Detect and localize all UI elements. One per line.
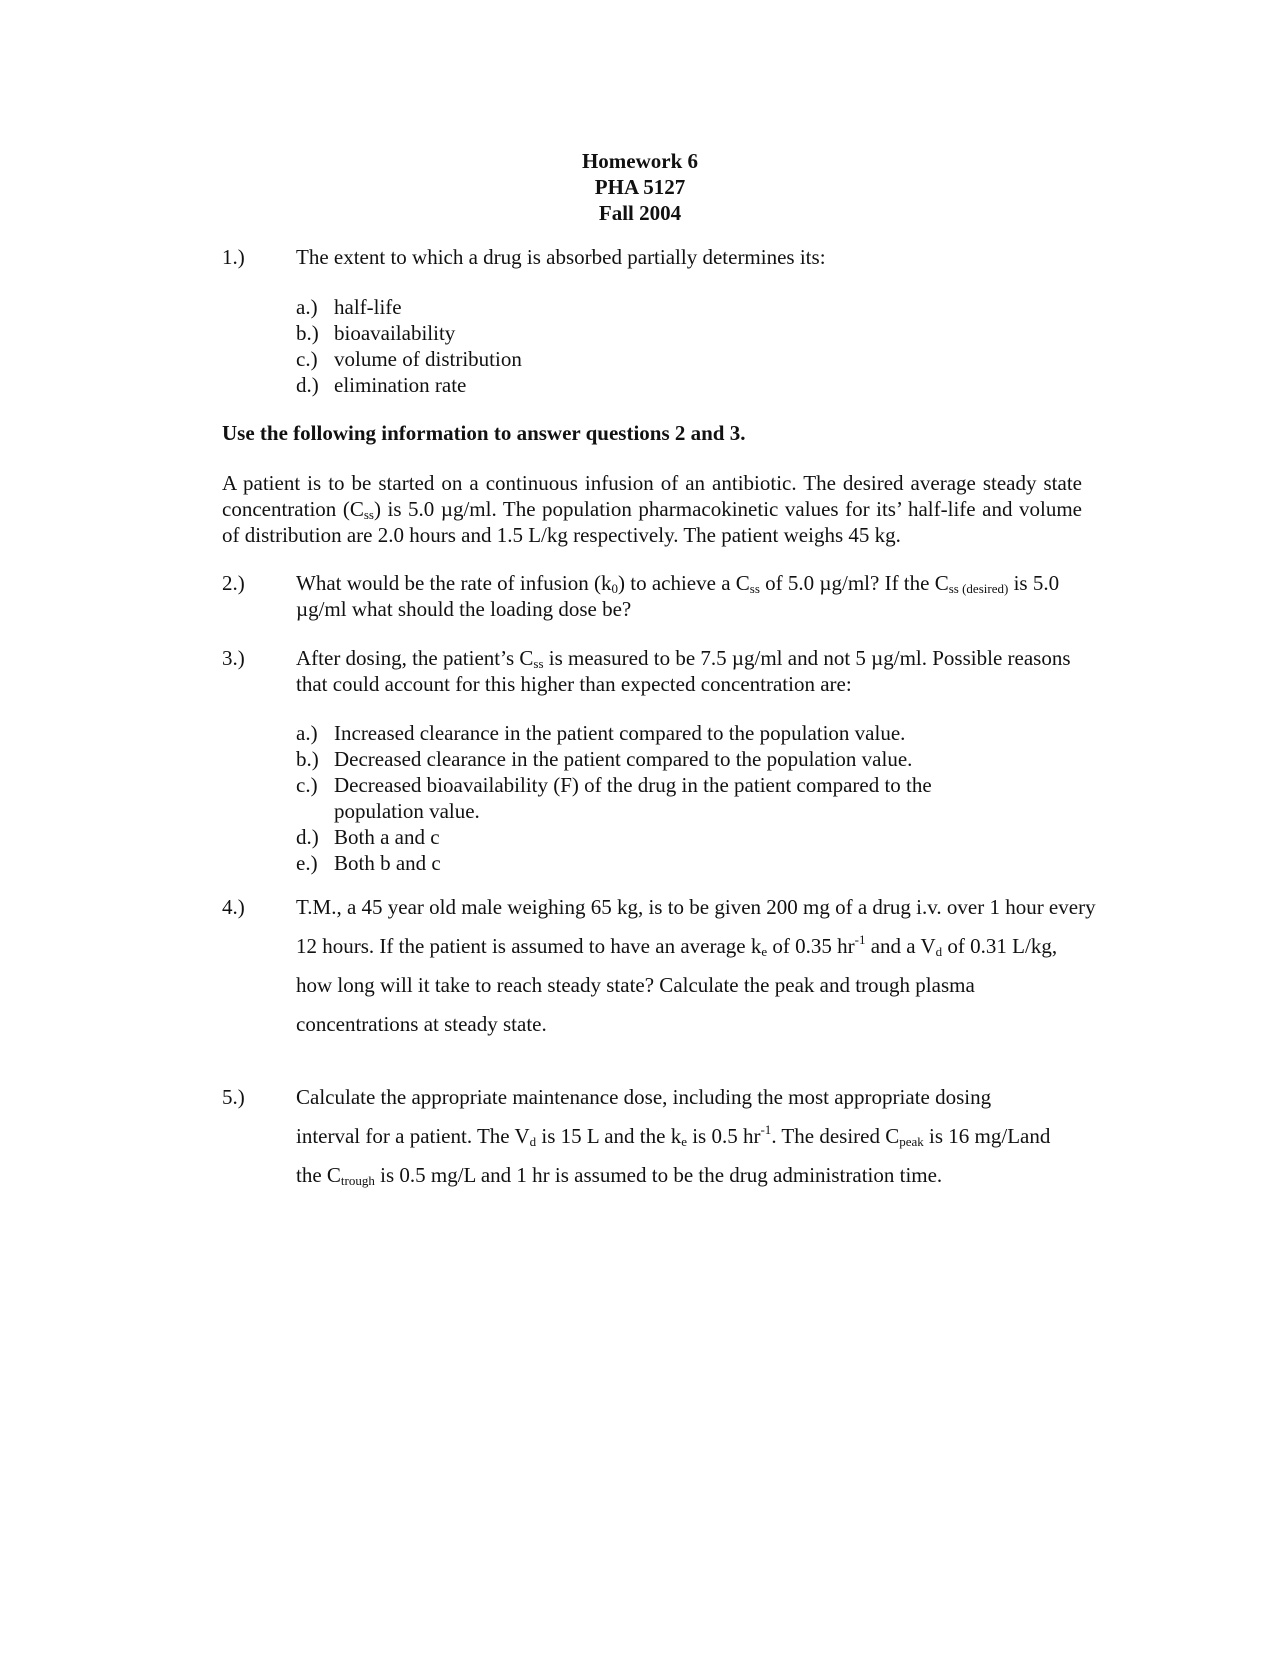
subscript: peak (899, 1134, 924, 1149)
subscript: ss (749, 581, 760, 596)
option-c (296, 772, 994, 824)
option-text: half-life (334, 295, 402, 319)
option-label: e.) (296, 851, 318, 875)
subscript: d (529, 1134, 537, 1149)
question-number: 5.) (222, 1085, 245, 1109)
option-text: bioavailability (334, 321, 456, 345)
option-b (296, 746, 1016, 772)
option-label: c.) (296, 773, 318, 797)
question-text (296, 888, 1096, 1044)
text-segment: of 5.0 µg/ml? If the C (759, 571, 949, 595)
option-b (296, 320, 1016, 346)
option-d (296, 824, 1016, 850)
text-segment: is measured to be 7.5 µg/ml and not 5 µg/ml. Possible reasons that could account for this higher than expected concentration are: (296, 646, 1071, 696)
text-segment: is 0.5 mg/L and 1 hr is assumed to be the drug administration time. (374, 1163, 943, 1187)
text-segment: is 0.5 hr (686, 1124, 761, 1148)
text-segment: . The desired C (771, 1124, 900, 1148)
question-number: 1.) (222, 245, 245, 269)
option-a (296, 294, 1016, 320)
homework-title: Homework 6 (581, 149, 699, 173)
text-segment: What would be the rate of infusion (k (296, 571, 612, 595)
text-segment: Calculate the appropriate maintenance dose, including the most appropriate dosing interval for a patient. The V (296, 1085, 992, 1148)
text-segment: After dosing, the patient’s C (296, 646, 534, 670)
subscript: ss (533, 656, 544, 671)
document-header (0, 148, 1280, 226)
subscript: 0 (611, 581, 618, 596)
option-label: d.) (296, 825, 319, 849)
semester: Fall 2004 (598, 201, 682, 225)
info-text-a: A patient is to be started on a continuous infusion of an antibiotic. The desired average steady state concentration (C (222, 471, 1082, 521)
text-segment: T.M., a 45 year old male weighing 65 kg, is to be given 200 mg of a drug i.v. over 1 hour every 12 hours. If the patient is assumed to have an average k (296, 895, 1096, 958)
option-label: a.) (296, 295, 318, 319)
text-segment: ) to achieve a C (618, 571, 750, 595)
subscript: e (681, 1134, 687, 1149)
info-text-b: ) is 5.0 µg/ml. The population pharmacokinetic values for its’ half-life and volume of distribution are 2.0 hours and 1.5 L/kg respectively. The patient weighs 45 kg. (222, 497, 1082, 547)
text-segment: and a V (865, 934, 936, 958)
text-segment: of 0.35 hr (767, 934, 855, 958)
answer-options (296, 720, 1016, 876)
subscript: trough (340, 1173, 375, 1188)
option-text: Increased clearance in the patient compared to the population value. (334, 721, 906, 745)
option-text: Both a and c (334, 825, 440, 849)
subscript: d (935, 944, 943, 959)
question-number: 2.) (222, 571, 245, 595)
question-text (296, 1078, 1056, 1195)
question-text (296, 645, 1096, 697)
subscript: e (761, 944, 768, 959)
text-segment: is 16 mg/Land the C (296, 1124, 1051, 1187)
superscript: -1 (760, 1122, 772, 1137)
option-d (296, 372, 1016, 398)
question-text (296, 570, 1096, 622)
option-label: c.) (296, 347, 318, 371)
answer-options (296, 294, 1016, 398)
superscript: -1 (854, 932, 866, 947)
info-paragraph (222, 470, 1082, 548)
subscript: ss (363, 507, 374, 522)
option-label: d.) (296, 373, 319, 397)
subscript: ss (desired) (948, 581, 1009, 596)
option-e (296, 850, 1016, 876)
course-code: PHA 5127 (594, 175, 686, 199)
option-text: Decreased clearance in the patient compared to the population value. (334, 747, 913, 771)
option-label: b.) (296, 747, 319, 771)
option-text: elimination rate (334, 373, 467, 397)
question-number: 4.) (222, 895, 245, 919)
question-number: 3.) (222, 646, 245, 670)
question-text: The extent to which a drug is absorbed partially determines its: (296, 245, 826, 269)
option-label: a.) (296, 721, 318, 745)
option-text: volume of distribution (334, 347, 522, 371)
option-text: Decreased bioavailability (F) of the drug in the patient compared to the population value. (334, 773, 932, 823)
option-text: Both b and c (334, 851, 441, 875)
option-label: b.) (296, 321, 319, 345)
text-segment: is 15 L and the k (536, 1124, 682, 1148)
text-segment: of 0.31 L/kg, how long will it take to reach steady state? Calculate the peak and trough plasma concentrations at steady state. (296, 934, 1058, 1036)
text-segment: is 5.0 µg/ml what should the loading dose be? (296, 571, 1060, 621)
info-heading: Use the following information to answer questions 2 and 3. (222, 421, 746, 445)
option-c (296, 346, 1016, 372)
option-a (296, 720, 1016, 746)
